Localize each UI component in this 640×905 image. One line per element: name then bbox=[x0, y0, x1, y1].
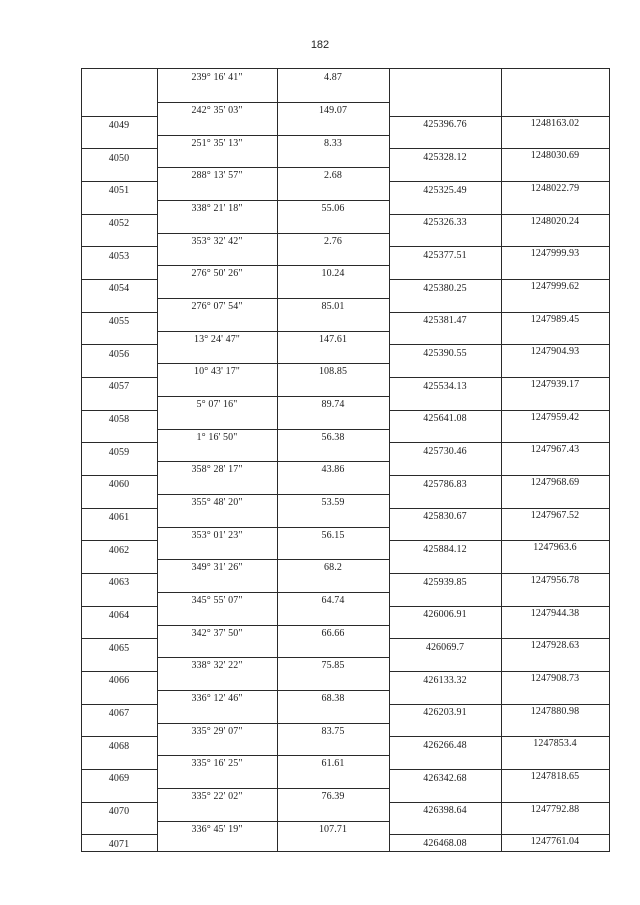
bearing-cell: 345° 55' 07" bbox=[191, 595, 243, 607]
northing-cell: 425830.67 bbox=[423, 511, 467, 523]
column-rule bbox=[609, 68, 610, 852]
station-cell: 4069 bbox=[108, 773, 130, 785]
row-rule bbox=[81, 377, 157, 378]
bearing-cell: 335° 16' 25" bbox=[191, 758, 243, 770]
easting-cell: 1247818.65 bbox=[530, 770, 580, 782]
bearing-cell: 288° 13' 57" bbox=[191, 170, 243, 182]
row-rule bbox=[157, 494, 389, 495]
distance-cell: 4.87 bbox=[324, 72, 342, 84]
easting-cell: 1248030.69 bbox=[530, 150, 580, 162]
row-rule bbox=[81, 834, 157, 835]
row-rule bbox=[157, 200, 389, 201]
bearing-cell: 5° 07' 16" bbox=[196, 399, 238, 411]
row-rule bbox=[81, 769, 157, 770]
row-rule bbox=[157, 298, 389, 299]
row-rule bbox=[81, 214, 157, 215]
row-rule bbox=[81, 116, 157, 117]
easting-cell: 1247956.78 bbox=[530, 574, 580, 586]
station-cell: 4066 bbox=[108, 675, 130, 687]
distance-cell: 10.24 bbox=[321, 268, 345, 280]
row-rule bbox=[157, 690, 389, 691]
distance-cell: 75.85 bbox=[321, 660, 345, 672]
row-rule bbox=[157, 788, 389, 789]
northing-cell: 426203.91 bbox=[423, 707, 467, 719]
row-rule bbox=[81, 736, 157, 737]
northing-cell: 425534.13 bbox=[423, 380, 467, 392]
station-cell: 4065 bbox=[108, 642, 130, 654]
bearing-cell: 242° 35' 03" bbox=[191, 105, 243, 117]
row-rule bbox=[157, 135, 389, 136]
row-rule bbox=[81, 540, 157, 541]
distance-cell: 68.2 bbox=[324, 562, 342, 574]
bearing-cell: 335° 29' 07" bbox=[191, 725, 243, 737]
station-cell: 4070 bbox=[108, 806, 130, 818]
row-rule bbox=[389, 834, 610, 835]
distance-cell: 107.71 bbox=[318, 823, 348, 835]
northing-cell: 425377.51 bbox=[423, 249, 467, 261]
easting-cell: 1247939.17 bbox=[530, 378, 580, 390]
northing-cell: 425786.83 bbox=[423, 478, 467, 490]
station-cell: 4058 bbox=[108, 414, 130, 426]
row-rule bbox=[389, 638, 610, 639]
page-number: 182 bbox=[310, 39, 330, 51]
row-rule bbox=[157, 755, 389, 756]
easting-cell: 1248022.79 bbox=[530, 182, 580, 194]
bearing-cell: 251° 35' 13" bbox=[191, 137, 243, 149]
northing-cell: 425381.47 bbox=[423, 315, 467, 327]
northing-cell: 425328.12 bbox=[423, 151, 467, 163]
northing-cell: 426468.08 bbox=[423, 837, 467, 849]
easting-cell: 1248020.24 bbox=[530, 215, 580, 227]
row-rule bbox=[81, 573, 157, 574]
row-rule bbox=[81, 442, 157, 443]
row-rule bbox=[389, 279, 610, 280]
northing-cell: 426069.7 bbox=[425, 641, 465, 653]
row-rule bbox=[81, 181, 157, 182]
easting-cell: 1247853.4 bbox=[533, 738, 577, 750]
bearing-cell: 10° 43' 17" bbox=[194, 366, 240, 378]
northing-cell: 425396.76 bbox=[423, 119, 467, 131]
column-rule bbox=[81, 68, 82, 852]
row-rule bbox=[157, 363, 389, 364]
distance-cell: 147.61 bbox=[318, 333, 348, 345]
distance-cell: 2.68 bbox=[324, 170, 342, 182]
row-rule bbox=[389, 181, 610, 182]
easting-cell: 1247908.73 bbox=[530, 672, 580, 684]
column-rule bbox=[389, 68, 390, 852]
bearing-cell: 349° 31' 26" bbox=[191, 562, 243, 574]
bearing-cell: 336° 12' 46" bbox=[191, 693, 243, 705]
northing-cell: 425641.08 bbox=[423, 413, 467, 425]
distance-cell: 2.76 bbox=[324, 235, 342, 247]
bearing-cell: 353° 32' 42" bbox=[191, 235, 243, 247]
easting-cell: 1247792.88 bbox=[530, 803, 580, 815]
distance-cell: 56.38 bbox=[321, 431, 345, 443]
bearing-cell: 336° 45' 19" bbox=[191, 823, 243, 835]
northing-cell: 425884.12 bbox=[423, 543, 467, 555]
distance-cell: 43.86 bbox=[321, 464, 345, 476]
station-cell: 4063 bbox=[108, 577, 130, 589]
row-rule bbox=[157, 559, 389, 560]
row-rule bbox=[81, 802, 157, 803]
table-border bbox=[81, 68, 610, 69]
row-rule bbox=[389, 540, 610, 541]
easting-cell: 1247904.93 bbox=[530, 346, 580, 358]
station-cell: 4050 bbox=[108, 152, 130, 164]
northing-cell: 425730.46 bbox=[423, 445, 467, 457]
bearing-cell: 276° 50' 26" bbox=[191, 268, 243, 280]
distance-cell: 108.85 bbox=[318, 366, 348, 378]
distance-cell: 53.59 bbox=[321, 497, 345, 509]
easting-cell: 1247989.45 bbox=[530, 313, 580, 325]
row-rule bbox=[81, 606, 157, 607]
row-rule bbox=[389, 736, 610, 737]
northing-cell: 425325.49 bbox=[423, 184, 467, 196]
row-rule bbox=[157, 167, 389, 168]
station-cell: 4067 bbox=[108, 708, 130, 720]
easting-cell: 1247944.38 bbox=[530, 607, 580, 619]
row-rule bbox=[157, 331, 389, 332]
row-rule bbox=[157, 723, 389, 724]
row-rule bbox=[81, 279, 157, 280]
row-rule bbox=[389, 246, 610, 247]
row-rule bbox=[389, 377, 610, 378]
easting-cell: 1247967.43 bbox=[530, 444, 580, 456]
bearing-cell: 342° 37' 50" bbox=[191, 627, 243, 639]
row-rule bbox=[389, 573, 610, 574]
northing-cell: 425390.55 bbox=[423, 347, 467, 359]
northing-cell: 426398.64 bbox=[423, 805, 467, 817]
station-cell: 4057 bbox=[108, 381, 130, 393]
row-rule bbox=[157, 527, 389, 528]
distance-cell: 85.01 bbox=[321, 301, 345, 313]
distance-cell: 76.39 bbox=[321, 791, 345, 803]
station-cell: 4059 bbox=[108, 446, 130, 458]
column-rule bbox=[157, 68, 158, 852]
row-rule bbox=[157, 265, 389, 266]
row-rule bbox=[157, 396, 389, 397]
easting-cell: 1247959.42 bbox=[530, 411, 580, 423]
row-rule bbox=[81, 246, 157, 247]
row-rule bbox=[81, 148, 157, 149]
station-cell: 4054 bbox=[108, 283, 130, 295]
bearing-cell: 355° 48' 20" bbox=[191, 497, 243, 509]
row-rule bbox=[157, 429, 389, 430]
easting-cell: 1247999.62 bbox=[530, 280, 580, 292]
northing-cell: 426266.48 bbox=[423, 739, 467, 751]
row-rule bbox=[157, 233, 389, 234]
row-rule bbox=[389, 769, 610, 770]
row-rule bbox=[389, 475, 610, 476]
column-rule bbox=[277, 68, 278, 852]
station-cell: 4055 bbox=[108, 316, 130, 328]
station-cell: 4068 bbox=[108, 740, 130, 752]
bearing-cell: 338° 32' 22" bbox=[191, 660, 243, 672]
station-cell: 4062 bbox=[108, 544, 130, 556]
station-cell: 4056 bbox=[108, 348, 130, 360]
easting-cell: 1247880.98 bbox=[530, 705, 580, 717]
column-rule bbox=[501, 68, 502, 852]
bearing-cell: 353° 01' 23" bbox=[191, 529, 243, 541]
distance-cell: 89.74 bbox=[321, 399, 345, 411]
row-rule bbox=[81, 638, 157, 639]
row-rule bbox=[389, 148, 610, 149]
distance-cell: 149.07 bbox=[318, 105, 348, 117]
station-cell: 4061 bbox=[108, 512, 130, 524]
bearing-cell: 276° 07' 54" bbox=[191, 301, 243, 313]
distance-cell: 83.75 bbox=[321, 725, 345, 737]
station-cell: 4060 bbox=[108, 479, 130, 491]
row-rule bbox=[81, 475, 157, 476]
row-rule bbox=[157, 461, 389, 462]
bearing-cell: 358° 28' 17" bbox=[191, 464, 243, 476]
row-rule bbox=[81, 410, 157, 411]
northing-cell: 426342.68 bbox=[423, 772, 467, 784]
easting-cell: 1248163.02 bbox=[530, 117, 580, 129]
station-cell: 4071 bbox=[108, 838, 130, 850]
row-rule bbox=[157, 625, 389, 626]
row-rule bbox=[389, 344, 610, 345]
easting-cell: 1247761.04 bbox=[530, 836, 580, 848]
distance-cell: 55.06 bbox=[321, 203, 345, 215]
distance-cell: 8.33 bbox=[324, 137, 342, 149]
easting-cell: 1247968.69 bbox=[530, 476, 580, 488]
station-cell: 4053 bbox=[108, 250, 130, 262]
easting-cell: 1247928.63 bbox=[530, 640, 580, 652]
station-cell: 4049 bbox=[108, 120, 130, 132]
bearing-cell: 13° 24' 47" bbox=[194, 333, 240, 345]
distance-cell: 68.38 bbox=[321, 693, 345, 705]
distance-cell: 61.61 bbox=[321, 758, 345, 770]
row-rule bbox=[81, 344, 157, 345]
row-rule bbox=[389, 442, 610, 443]
bearing-cell: 335° 22' 02" bbox=[191, 791, 243, 803]
row-rule bbox=[81, 312, 157, 313]
northing-cell: 425939.85 bbox=[423, 576, 467, 588]
distance-cell: 66.66 bbox=[321, 627, 345, 639]
easting-cell: 1247967.52 bbox=[530, 509, 580, 521]
row-rule bbox=[81, 704, 157, 705]
distance-cell: 64.74 bbox=[321, 595, 345, 607]
row-rule bbox=[81, 671, 157, 672]
distance-cell: 56.15 bbox=[321, 529, 345, 541]
bearing-cell: 1° 16' 50" bbox=[196, 431, 238, 443]
row-rule bbox=[157, 657, 389, 658]
bearing-cell: 239° 16' 41" bbox=[191, 72, 243, 84]
northing-cell: 425326.33 bbox=[423, 217, 467, 229]
row-rule bbox=[157, 102, 389, 103]
easting-cell: 1247963.6 bbox=[533, 542, 577, 554]
station-cell: 4064 bbox=[108, 610, 130, 622]
bearing-cell: 338° 21' 18" bbox=[191, 203, 243, 215]
northing-cell: 426006.91 bbox=[423, 609, 467, 621]
survey-table bbox=[81, 68, 610, 852]
table-border bbox=[81, 851, 610, 852]
station-cell: 4051 bbox=[108, 185, 130, 197]
row-rule bbox=[81, 508, 157, 509]
row-rule bbox=[389, 671, 610, 672]
row-rule bbox=[157, 592, 389, 593]
northing-cell: 426133.32 bbox=[423, 674, 467, 686]
easting-cell: 1247999.93 bbox=[530, 248, 580, 260]
station-cell: 4052 bbox=[108, 218, 130, 230]
row-rule bbox=[157, 821, 389, 822]
northing-cell: 425380.25 bbox=[423, 282, 467, 294]
